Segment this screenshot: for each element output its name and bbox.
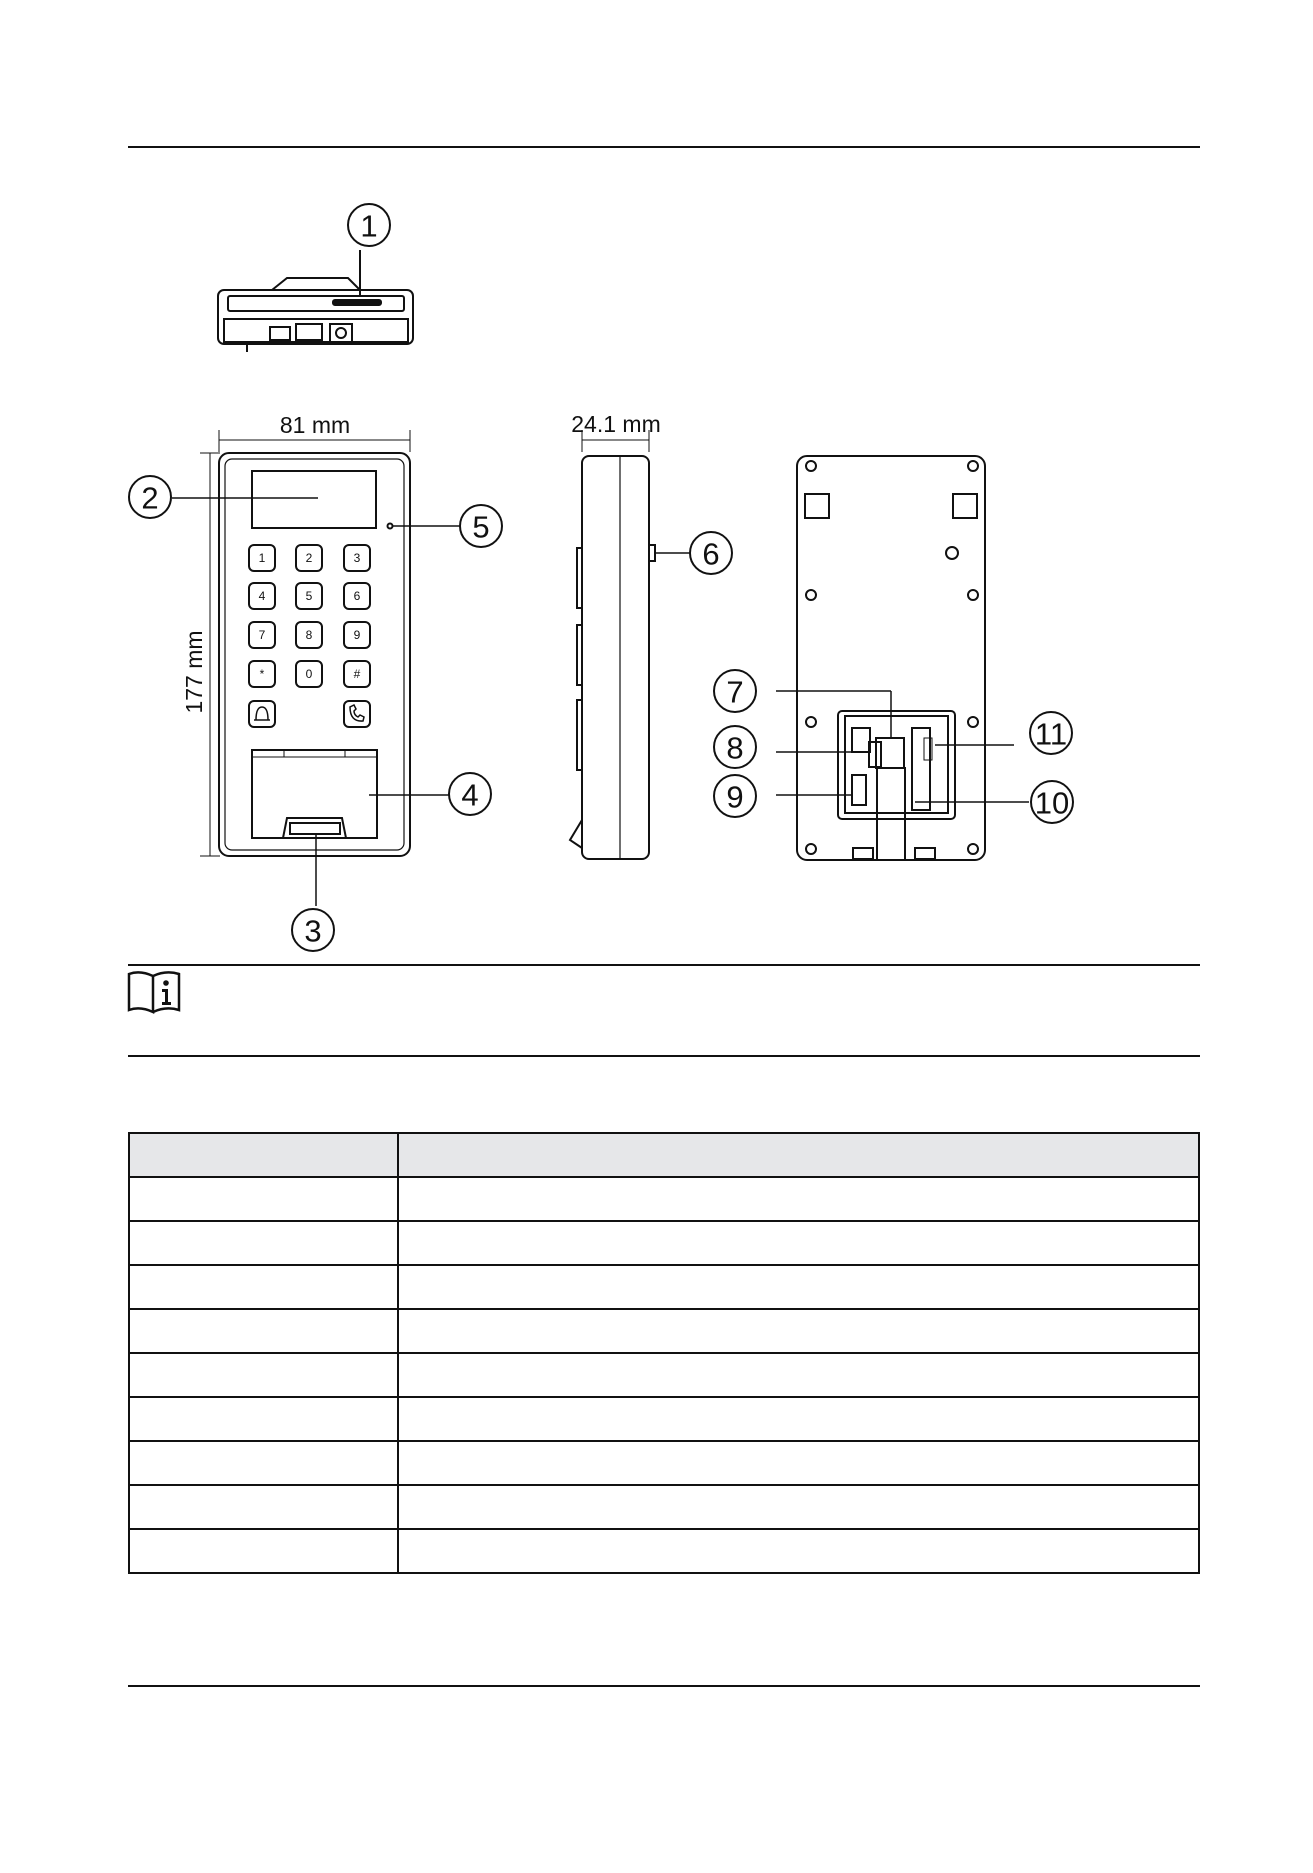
table-header-cell	[129, 1133, 398, 1177]
note-top-rule	[128, 964, 1200, 966]
table-cell	[398, 1221, 1199, 1265]
key-star: *	[259, 667, 265, 681]
callout-label-6: 6	[702, 536, 720, 572]
table-row	[129, 1265, 1199, 1309]
key-6: 6	[353, 589, 361, 603]
phone-icon	[350, 705, 364, 721]
callout-label-1: 1	[360, 208, 378, 244]
table-cell	[398, 1529, 1199, 1573]
callout-label-11: 11	[1034, 716, 1068, 752]
table-cell	[129, 1265, 398, 1309]
info-note-icon	[126, 970, 182, 1014]
table-cell	[398, 1485, 1199, 1529]
table-cell	[129, 1529, 398, 1573]
callout-label-5: 5	[472, 509, 490, 545]
table-cell	[129, 1221, 398, 1265]
callout-label-10: 10	[1034, 785, 1070, 821]
key-1: 1	[258, 551, 266, 565]
callout-label-3: 3	[304, 913, 322, 949]
key-4: 4	[258, 589, 266, 603]
key-2: 2	[305, 551, 313, 565]
dimension-width: 81 mm	[279, 412, 351, 438]
note-bottom-rule	[128, 1055, 1200, 1057]
table-row	[129, 1485, 1199, 1529]
key-5: 5	[305, 589, 313, 603]
table-cell	[398, 1177, 1199, 1221]
callout-label-4: 4	[461, 777, 479, 813]
table-cell	[129, 1177, 398, 1221]
dimension-depth: 24.1 mm	[571, 411, 661, 437]
callout-label-8: 8	[726, 730, 744, 766]
table-row	[129, 1353, 1199, 1397]
top-view	[218, 278, 413, 352]
key-3: 3	[353, 551, 361, 565]
dimension-height: 177 mm	[181, 630, 207, 714]
table-row	[129, 1309, 1199, 1353]
table-cell	[398, 1309, 1199, 1353]
callout-label-2: 2	[141, 480, 159, 516]
key-hash: #	[353, 667, 361, 681]
table-cell	[129, 1353, 398, 1397]
table-row	[129, 1221, 1199, 1265]
side-view	[570, 456, 655, 859]
table-cell	[129, 1485, 398, 1529]
table-cell	[129, 1441, 398, 1485]
table-row	[129, 1441, 1199, 1485]
table-cell	[398, 1353, 1199, 1397]
key-9: 9	[353, 628, 361, 642]
table-cell	[129, 1397, 398, 1441]
key-7: 7	[258, 628, 266, 642]
table-cell	[398, 1397, 1199, 1441]
table-row	[129, 1177, 1199, 1221]
key-8: 8	[305, 628, 313, 642]
component-table	[128, 1132, 1200, 1574]
key-0: 0	[305, 667, 313, 681]
table-cell	[398, 1265, 1199, 1309]
table-header-cell	[398, 1133, 1199, 1177]
table-cell	[398, 1441, 1199, 1485]
table-row	[129, 1397, 1199, 1441]
callout-label-7: 7	[726, 674, 744, 710]
table-header-row	[129, 1133, 1199, 1177]
back-view	[797, 456, 985, 860]
footer-rule	[128, 1685, 1200, 1687]
bell-icon	[254, 707, 270, 720]
table-cell	[129, 1309, 398, 1353]
table-row	[129, 1529, 1199, 1573]
callout-label-9: 9	[726, 779, 744, 815]
